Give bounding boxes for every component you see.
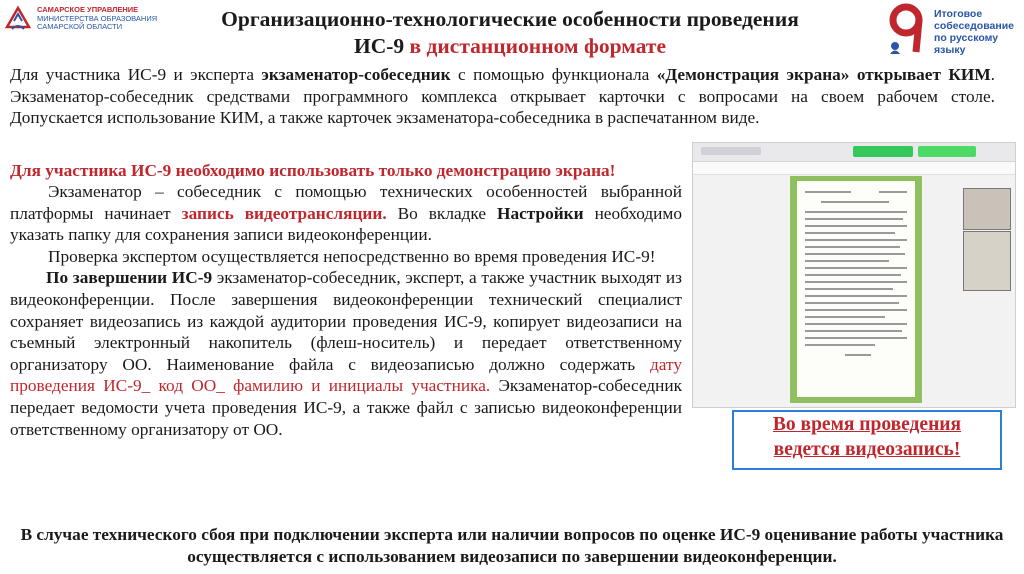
logo-left-line3: САМАРСКОЙ ОБЛАСТИ (37, 22, 123, 32)
main-text-column (10, 181, 682, 440)
logo-right-line1: Итоговое (934, 8, 983, 20)
browser-address-bar (693, 162, 1015, 175)
browser-tab-bar (693, 143, 1015, 162)
para2-bold: Настройки (497, 203, 584, 223)
logo-right-line2: собеседование (934, 20, 1014, 32)
screen-demo-warning: Для участника ИС-9 необходимо использовать только демонстрацию экрана! (10, 161, 616, 180)
para2-text2: Во вкладке (386, 203, 498, 223)
para2-text3: необходимо указать папку для сохранения записи видеоконференции. (10, 203, 682, 245)
para1-bold2: «Демонстрация экрана» открывает КИМ (656, 65, 991, 84)
para1-text3: . Экзаменатор-собеседник средствами программного комплекса открывает карточки с вопросами на своем рабочем столе. Допускается использование КИМ, а также карточек экзаменатора-собеседника в распечатанном виде. (10, 65, 995, 128)
recording-callout (732, 410, 1002, 470)
ministry-emblem-icon (4, 5, 32, 33)
title-line2-black: ИС-9 (353, 34, 405, 58)
participant-video-1 (963, 188, 1011, 230)
para2-text1: Экзаменатор – собеседник с помощью технических особенностей выбранной платформы начинает (10, 182, 682, 223)
callout-line1: Во время проведения (772, 414, 962, 435)
logo-left-line2: МИНИСТЕРСТВА ОБРАЗОВАНИЯ (37, 13, 158, 23)
technical-failure-note: В случае технического сбоя при подключении эксперта или наличии вопросов по оценке ИС-9 оценивание работы участника осуществляется с использованием видеозаписи по завершении видеоконференции. (20, 525, 1004, 566)
title-line1: Организационно-технологические особенности проведения (221, 7, 799, 31)
intro-paragraph (10, 64, 995, 129)
title-line2-red: в дистанционном формате (404, 34, 666, 58)
screen-share-screenshot (692, 142, 1016, 408)
para4-text1: экзаменатор-собеседник, эксперт, а также участник выходят из видеоконференции. После завершения видеоконференции технический специалист сохраняет видеозапись из каждой аудитории проведения ИС-9, копирует видеозаписи на съемный электронный накопитель (флеш-носитель) и передает ответственному организатору ОО. Наименование файла с видеозаписью должно содержать (10, 268, 682, 374)
check-paragraph: Проверка экспертом осуществляется непосредственно во время проведения ИС-9! (48, 246, 656, 266)
participant-video-2 (963, 231, 1011, 291)
recording-paragraph (10, 181, 682, 246)
para2-red: запись видеотрансляции. (181, 203, 387, 223)
para4-red: дату проведения ИС-9_ код ОО_ фамилию и инициалы участника. (10, 354, 682, 396)
is9-logo (886, 0, 1024, 62)
completion-paragraph (10, 267, 682, 440)
para4-bold: По завершении ИС-9 (46, 268, 213, 288)
para1-bold1: экзаменатор-собеседник (261, 65, 451, 84)
logo-right-line3: по русскому языку (934, 32, 999, 56)
para4-text2: Экзаменатор-собеседник передает ведомости учета проведения ИС-9, а также файл с записью видеоконференции ответственному организатору от ОО. (10, 376, 682, 439)
callout-line2: ведется видеозапись! (773, 439, 961, 460)
logo-left-line1: САМАРСКОЕ УПРАВЛЕНИЕ (37, 5, 139, 15)
ministry-logo (4, 4, 164, 34)
page-title (160, 6, 860, 60)
para1-text1: Для участника ИС-9 и эксперта (10, 65, 262, 84)
nine-emblem-icon (886, 2, 928, 56)
para1-text2: с помощью функционала (450, 65, 657, 84)
